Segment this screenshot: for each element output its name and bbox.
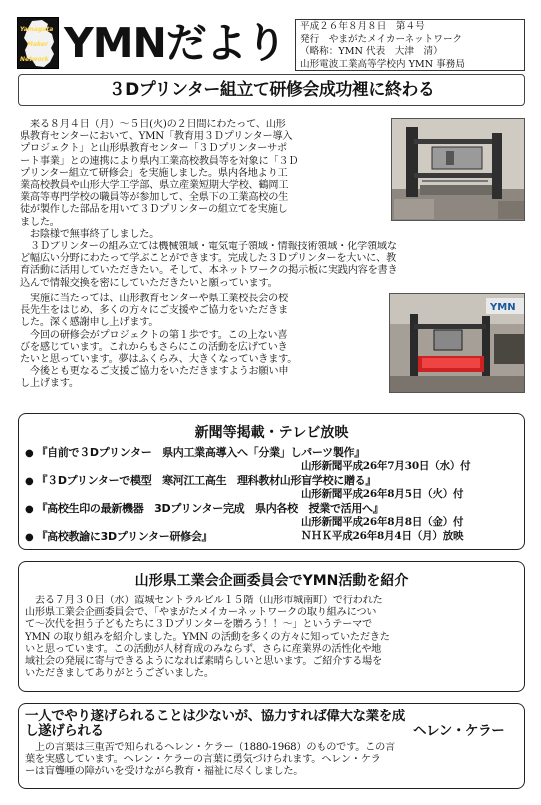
quote-text: 一人でやり遂げられることは少ないが、協力すれば偉大な業を成 し遂げられる ヘレン・ケラー: [25, 709, 505, 739]
news-item-source: 山形新聞平成26年7月30日（水）付: [301, 460, 471, 472]
news-item-source: 山形新聞平成26年8月5日（火）付: [301, 488, 464, 500]
news-item-headline: ● 『３Dプリンターで模型 寒河江工高生 理科教材山形盲学校に贈る』: [25, 474, 377, 487]
logo-text-maker: Maker: [27, 41, 48, 48]
news-item-headline: ● 『高校生印の最新機器 3Dプリンター完成 県内各校 授業で活用へ』: [25, 502, 384, 515]
logo-text-yamagata: Yamagata: [20, 26, 54, 33]
news-item-headline: ● 『自前で３Dプリンター 県内工業高導入へ「分業」しパーツ製作』: [25, 446, 365, 459]
ymn-logo: [17, 17, 59, 69]
news-item-source: ＮＨＫ平成26年8月4日（月）放映: [301, 530, 464, 542]
news-item-headline: ● 『高校教諭に3Dプリンター研修会』: [25, 530, 213, 543]
quote-box: [18, 703, 525, 789]
assembled-3d-printer-photo: [389, 293, 525, 393]
logo-text-network: Network: [20, 56, 49, 63]
committee-box-title: 山形県工業会企画委員会でYMN活動を紹介: [134, 573, 409, 589]
news-item-source: 山形新聞平成26年8月8日（金）付: [301, 516, 464, 528]
article-paragraph-2: ３Ｄプリンターの組み立ては機械領域・電気電子領域・情報技術領域・化学領域な ど幅広い分野にわたって学ぶことができます。完成した３Ｄプリンターを大いに、教 育活動に活用していただきたい。そして、本ネットワークの掲示板に実践内容を書き 込んで情報交換を密にしていただきたいと願っています。: [20, 241, 398, 289]
3d-printer-frame-photo: [391, 118, 525, 221]
masthead-title: YMNだより: [64, 19, 286, 67]
publisher: 発行 やまがたメイカーネットワーク: [300, 33, 463, 45]
news-box-title: 新聞等掲載・テレビ放映: [194, 425, 349, 441]
representative: （略称：YMN 代表 大津 清）: [300, 46, 443, 57]
svg-text:YMN: YMN: [490, 302, 516, 313]
article-paragraph-3: 実施に当たっては、山形教育センターや県工業校長会の校 長先生をはじめ、多くの方々にご支援やご協力をいただきま した。深く感謝申し上げます。 今回の研修会がプロジェクトの第１歩です。この上ない喜 びを感じています。これからもさらにこの活動を広げていき たいと思っています。夢はふくらみ、大きくなっていきます。 今後とも更なるご支援ご協力をいただきますようお願い申 し上げます。: [20, 293, 298, 390]
main-headline: ３Dプリンター組立て研修会成功裡に終わる: [18, 74, 525, 106]
office: 山形電波工業高等学校内 YMN 事務局: [300, 58, 465, 70]
issue-info-box: [295, 19, 525, 71]
article-paragraph-1: 来る８月４日（月）～５日(火)の２日間にわたって、山形 県教育センターにおいて、YMN「教育用３Ｄプリンター導入 プロジェクト」と山形県教育センター「３Ｄプリンターサポ ート事業」との連携により県内工業高校教員等を対象に「３Ｄ プリンター組立て研修会」を実施しました。県内各地より工 業高校教員や山形大学工学部、県立産業短期大学校、鶴岡工 業高等専門学校の職員等が参加して、全県下の工業高校の生 徒が製作した部品を用いて３Ｄプリンターの組立てを実施し ました。 お陰様で無事終了しました。: [20, 119, 299, 240]
quote-commentary: 上の言葉は三重苦で知られるヘレン・ケラー（1880-1968）のものです。この言 葉を実感しています。ヘレン・ケラーの言葉に勇気づけられます。ヘレン・ケラ ーは盲聾唖の障がいを受けながら教育・福祉に尽くしました。: [25, 742, 395, 778]
issue-date: 平成２６年８月８日 第４号: [300, 21, 425, 32]
committee-body: 去る７月３０日（水）霞城セントラルビル１５階（山形市城南町）で行われた 山形県工業会企画委員会で、「やまがたメイカーネットワークの取り組みについ て～次代を担う子どもたちに３Ｄプリンターを贈ろう！！～」というテーマで YMN の取り組みを紹介しました。YMN の活動を多くの方々に知っていただきた いと思っています。この活動が人材育成のみならず、さらに産業界の活性化や地 域社会の発展に寄与できるようになれば素晴らしいと思います。ご紹介する場を いただきましてありがとうございました。: [25, 595, 390, 680]
news-coverage-box: [18, 413, 525, 550]
quote-attribution: ヘレン・ケラー: [413, 723, 505, 739]
committee-report-box: [18, 561, 525, 692]
